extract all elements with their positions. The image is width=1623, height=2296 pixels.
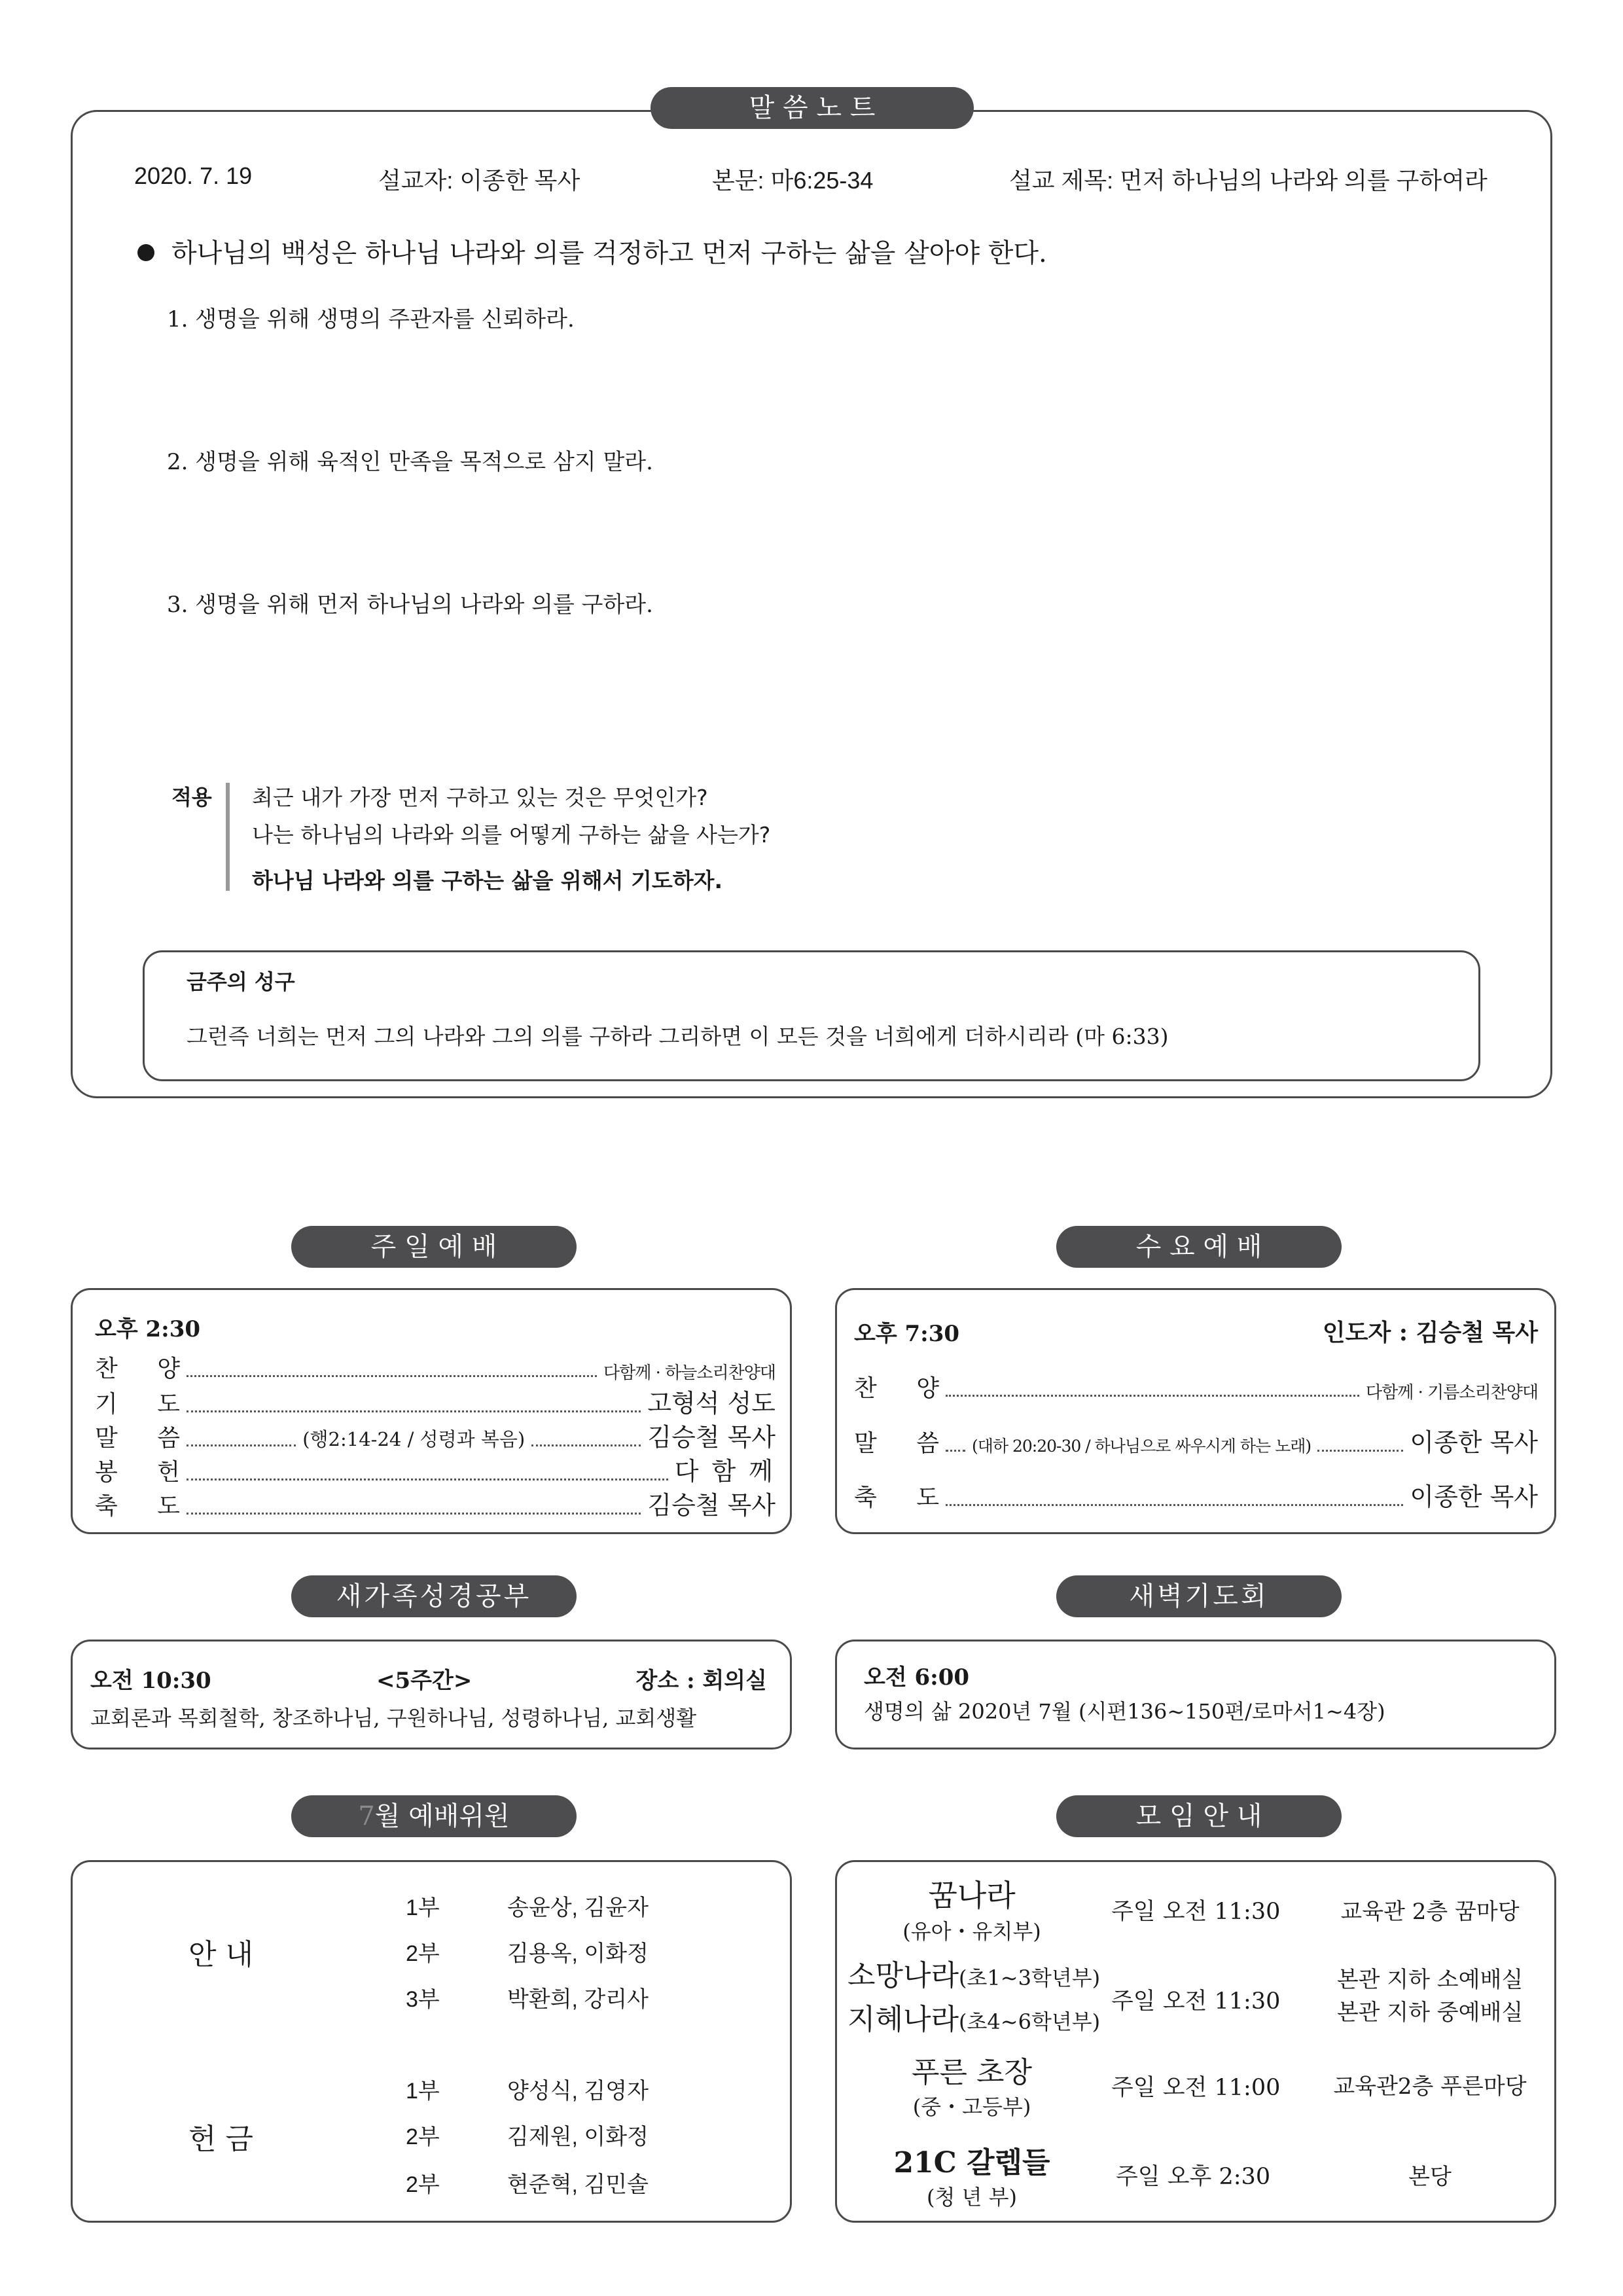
family-study-place: 장소 : 회의실 [635, 1668, 767, 1694]
main-point [137, 232, 1047, 270]
sunday-row-prayer: 기 도 고형석 성도 [95, 1389, 776, 1418]
wednesday-row-hymn: 찬 양 다함께 · 기름소리찬양대 [854, 1375, 1538, 1403]
meeting-hope-time: 주일 오전 11:30 [1111, 1988, 1281, 2015]
offering-names-2: 김제원, 이화정 [507, 2125, 649, 2149]
meeting-green-time: 주일 오전 11:00 [1111, 2075, 1281, 2101]
apply-label: 적용 [171, 785, 212, 810]
meeting-dream-place: 교육관 2층 꿈마당 [1340, 1899, 1520, 1925]
meeting-caleb-place: 본당 [1408, 2164, 1452, 2190]
offering-names-3: 현준혁, 김민솔 [507, 2172, 649, 2197]
sunday-row-offering: 봉 헌 다 함 께 [95, 1457, 776, 1486]
family-study-topics: 교회론과 목회철학, 창조하나님, 구원하나님, 성령하나님, 교회생활 [90, 1706, 697, 1731]
sunday-row-sermon: 말 씀 (행2:14-24 / 성령과 복음) 김승철 목사 [95, 1423, 776, 1452]
apply-line-1: 최근 내가 가장 먼저 구하고 있는 것은 무엇인가? [252, 785, 708, 810]
weekly-verse-box [143, 950, 1480, 1081]
family-study-box [71, 1640, 792, 1749]
meeting-green-place: 교육관2층 푸른마당 [1333, 2073, 1527, 2100]
offering-service-2: 2부 [406, 2125, 440, 2149]
apply-line-2: 나는 하나님의 나라와 의를 어떻게 구하는 삶을 사는가? [252, 822, 771, 848]
offering-service-3: 2부 [406, 2172, 440, 2197]
usher-names-3: 박환희, 강리사 [507, 1987, 649, 2012]
committee-title: 7월 예배위원 [291, 1795, 577, 1837]
wednesday-worship-title: 수 요 예 배 [1056, 1226, 1342, 1268]
sunday-time: 오후 2:30 [95, 1316, 201, 1342]
point-2: 2. 생명을 위해 육적인 만족을 목적으로 삼지 말라. [167, 449, 653, 475]
weekly-verse-text: 그런즉 너희는 먼저 그의 나라와 그의 의를 구하라 그리하면 이 모든 것을 너희에게 더하시리라 (마 6:33) [187, 1024, 1169, 1049]
sermon-title: 설교 제목: 먼저 하나님의 나라와 의를 구하여라 [1009, 167, 1488, 194]
offering-service-1: 1부 [406, 2079, 440, 2104]
meeting-dream: 꿈나라 (유아・유치부) [902, 1878, 1041, 1944]
meeting-hope-place: 본관 지하 소예배실 본관 지하 중예배실 [1336, 1967, 1524, 2026]
point-1: 1. 생명을 위해 생명의 주관자를 신뢰하라. [167, 306, 575, 332]
usher-service-2: 2부 [406, 1941, 440, 1966]
usher-names-2: 김용옥, 이화정 [507, 1941, 649, 1966]
wednesday-row-sermon: 말 씀 (대하 20:20-30 / 하나님으로 싸우시게 하는 노래) 이종한 목사 [854, 1428, 1538, 1457]
dawn-prayer-title: 새벽기도회 [1056, 1575, 1342, 1617]
committee-role-offering: 헌 금 [188, 2123, 253, 2156]
usher-service-3: 3부 [406, 1987, 440, 2012]
family-study-time: 오전 10:30 [90, 1668, 211, 1694]
meeting-dream-time: 주일 오전 11:30 [1111, 1899, 1281, 1925]
apply-line-3: 하나님 나라와 의를 구하는 삶을 위해서 기도하자. [252, 868, 723, 893]
sunday-worship-title: 주 일 예 배 [291, 1226, 577, 1268]
dawn-prayer-box [835, 1640, 1556, 1749]
dawn-prayer-content: 생명의 삶 2020년 7월 (시편136~150편/로마서1~4장) [864, 1699, 1385, 1724]
meeting-green-pasture: 푸른 초장 (중・고등부) [911, 2056, 1032, 2119]
offering-names-1: 양성식, 김영자 [507, 2079, 649, 2104]
family-study-duration: <5주간> [376, 1668, 473, 1694]
wednesday-row-benediction: 축 도 이종한 목사 [854, 1482, 1538, 1511]
meeting-caleb: 21C 갈렙들 (청 년 부) [893, 2146, 1050, 2210]
meeting-hope-wisdom: 소망나라(초1~3학년부) 지혜나라(초4~6학년부) [847, 1959, 1101, 2036]
bullet-icon [137, 244, 154, 261]
sermon-preacher: 설교자: 이종한 목사 [378, 167, 580, 194]
weekly-verse-title: 금주의 성구 [187, 969, 295, 994]
sunday-row-hymn: 찬 양 다함께 · 하늘소리찬양대 [95, 1355, 776, 1383]
wednesday-time: 오후 7:30 [854, 1321, 960, 1347]
sunday-row-benediction: 축 도 김승철 목사 [95, 1491, 776, 1520]
usher-service-1: 1부 [406, 1895, 440, 1920]
dawn-prayer-time: 오전 6:00 [864, 1664, 970, 1691]
usher-names-1: 송윤상, 김윤자 [507, 1895, 649, 1920]
sermon-text: 본문: 마6:25-34 [712, 167, 874, 194]
committee-role-usher: 안 내 [188, 1938, 253, 1971]
meeting-caleb-time: 주일 오후 2:30 [1116, 2164, 1271, 2190]
point-3: 3. 생명을 위해 먼저 하나님의 나라와 의를 구하라. [167, 592, 653, 618]
apply-divider [226, 783, 230, 891]
wednesday-leader: 인도자 : 김승철 목사 [1322, 1319, 1538, 1346]
sermon-note-title: 말 씀 노 트 [651, 87, 974, 129]
family-study-title: 새가족성경공부 [291, 1575, 577, 1617]
meetings-title: 모 임 안 내 [1056, 1795, 1342, 1837]
main-point-text: 하나님의 백성은 하나님 나라와 의를 걱정하고 먼저 구하는 삶을 살아야 한다. [171, 238, 1047, 268]
sermon-date: 2020. 7. 19 [134, 162, 253, 189]
